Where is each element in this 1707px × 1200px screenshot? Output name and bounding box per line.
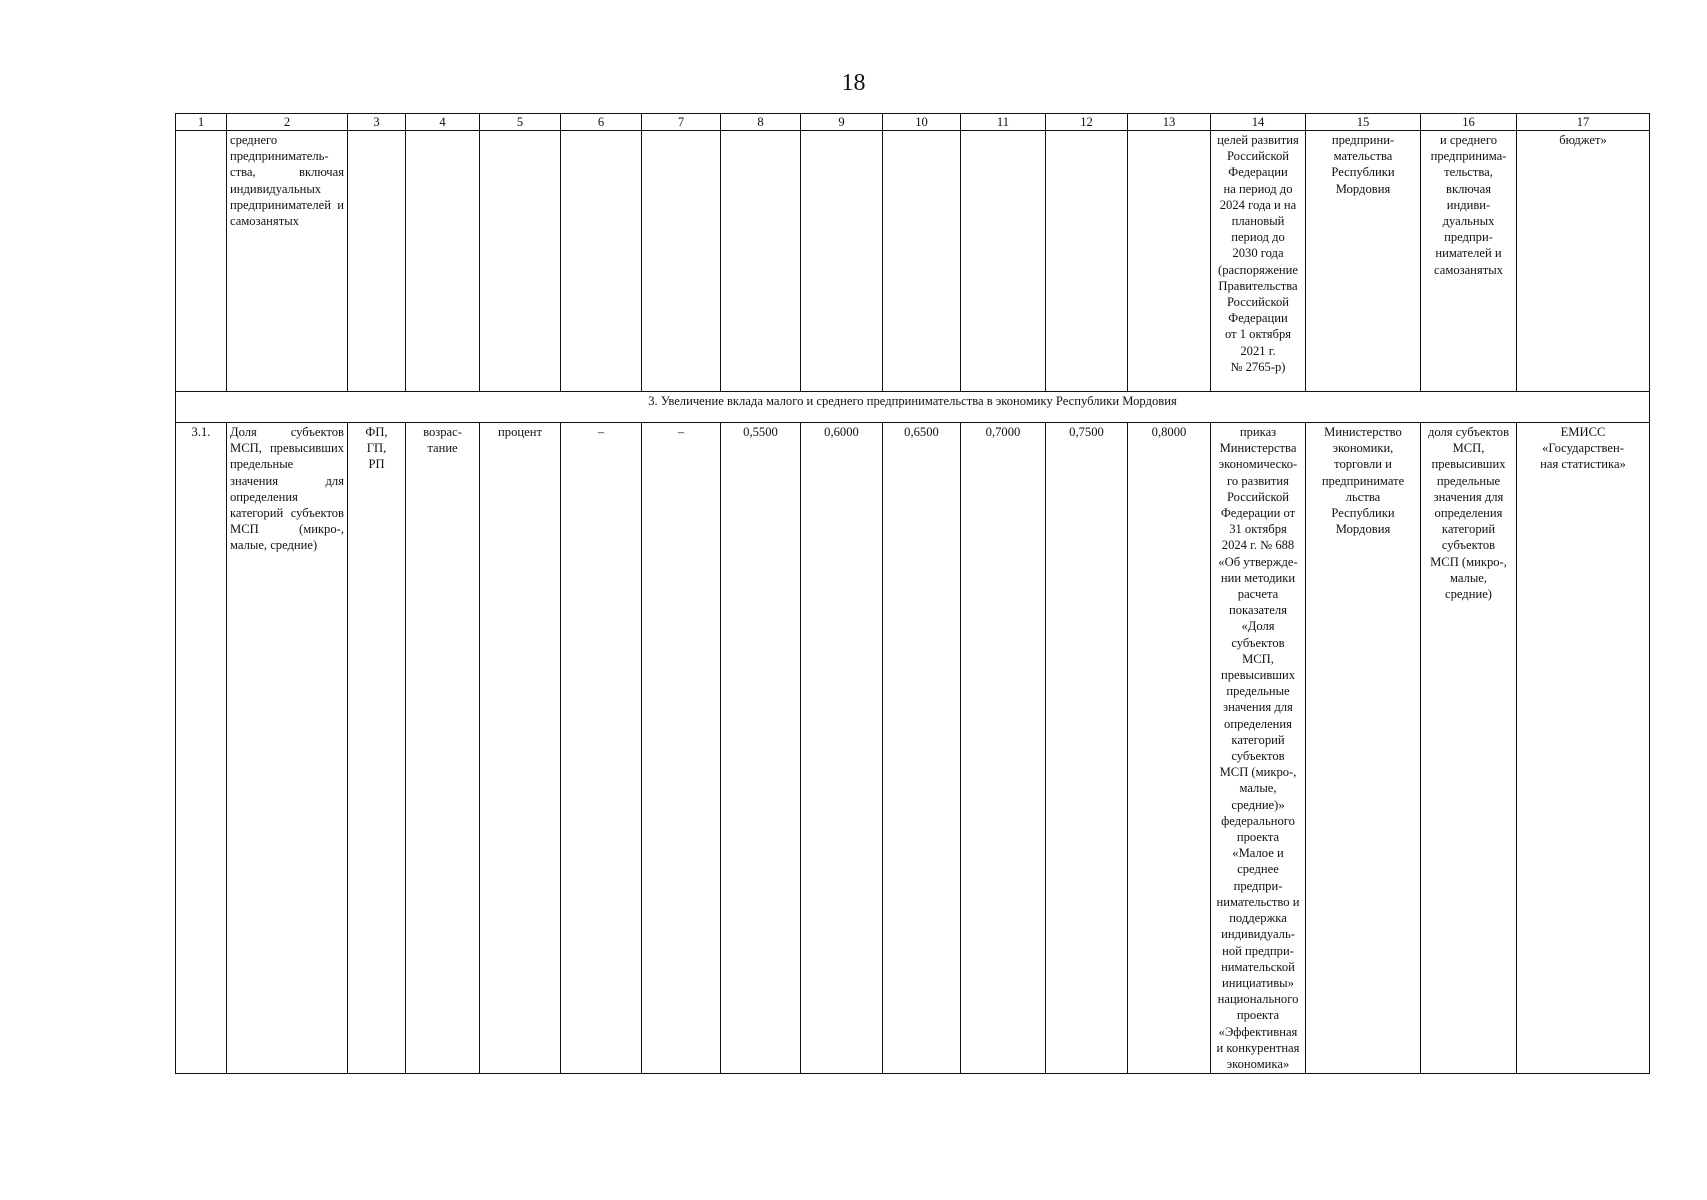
table-cell [561,131,642,392]
value-cell: 0,6000 [801,423,883,1074]
level-cell: ФП, ГП, РП [348,423,406,1074]
indicator-table [175,113,1650,1074]
column-number: 10 [883,114,961,131]
table-cell [176,131,227,392]
column-number: 6 [561,114,642,131]
data-source-cell: бюджет» [1517,131,1650,392]
column-number: 9 [801,114,883,131]
column-number-row [176,114,1650,131]
table-cell [961,131,1046,392]
table-cell [406,131,480,392]
responsible-body-cell: предприни- мательства Республики Мордовия [1306,131,1421,392]
table-cell [1046,131,1128,392]
column-number: 3 [348,114,406,131]
table-cell [721,131,801,392]
column-number: 11 [961,114,1046,131]
page-number: 18 [841,70,866,96]
value-cell: – [561,423,642,1074]
row-number-cell: 3.1. [176,423,227,1074]
indicator-name-cell: Доля субъектов МСП, превысивших предельные значения для определения категорий субъектов МСП (микро-, малые, средние) [227,423,348,1074]
table-cell [642,131,721,392]
data-source-cell: ЕМИСС «Государствен- ная статистика» [1517,423,1650,1074]
unit-cell: процент [480,423,561,1074]
column-number: 14 [1211,114,1306,131]
table-cell [883,131,961,392]
column-number: 15 [1306,114,1421,131]
section-row [176,392,1650,423]
indicator-link-cell: доля субъектов МСП, превысивших предельные значения для определения категорий субъектов МСП (микро-, малые, средние) [1421,423,1517,1074]
column-number: 2 [227,114,348,131]
column-number: 17 [1517,114,1650,131]
document-basis-cell: целей развития Российской Федерации на период до 2024 года и на плановый период до 2030 года (распоряжение Правительства Российской Федерации от 1 октября 2021 г. № 2765-р) [1211,131,1306,392]
table-cell [480,131,561,392]
value-cell: – [642,423,721,1074]
column-number: 8 [721,114,801,131]
table-cell [801,131,883,392]
continuation-row [176,131,1650,392]
column-number: 13 [1128,114,1211,131]
indicator-name-cell: среднего предпринимательства, включая индивидуальных предпринимателей и самозанятых [227,131,348,392]
value-cell: 0,7500 [1046,423,1128,1074]
column-number: 5 [480,114,561,131]
indicator-row-3-1 [176,423,1650,1074]
value-cell: 0,5500 [721,423,801,1074]
value-cell: 0,8000 [1128,423,1211,1074]
value-cell: 0,6500 [883,423,961,1074]
column-number: 16 [1421,114,1517,131]
indicator-link-cell: и среднего предпринима- тельства, включая индиви- дуальных предпри- нимателей и самозанятых [1421,131,1517,392]
column-number: 7 [642,114,721,131]
column-number: 4 [406,114,480,131]
section-title: 3. Увеличение вклада малого и среднего предпринимательства в экономику Республики Мордовия [176,392,1650,423]
column-number: 12 [1046,114,1128,131]
trend-cell: возрас- тание [406,423,480,1074]
responsible-body-cell: Министерство экономики, торговли и предпринимате льства Республики Мордовия [1306,423,1421,1074]
value-cell: 0,7000 [961,423,1046,1074]
document-basis-cell: приказ Министерства экономическо- го развития Российской Федерации от 31 октября 2024 г. № 688 «Об утвержде- нии методики расчета показателя «Доля субъектов МСП, превысивших предельные значения для определения категорий субъектов МСП (микро-, малые, средние)» федерального проекта «Малое и среднее предпри- нимательство и поддержка индивидуаль- ной предпри- нимательской инициативы» национального проекта «Эффективная и конкурентная экономика» [1211,423,1306,1074]
column-number: 1 [176,114,227,131]
table-cell [1128,131,1211,392]
table-cell [348,131,406,392]
